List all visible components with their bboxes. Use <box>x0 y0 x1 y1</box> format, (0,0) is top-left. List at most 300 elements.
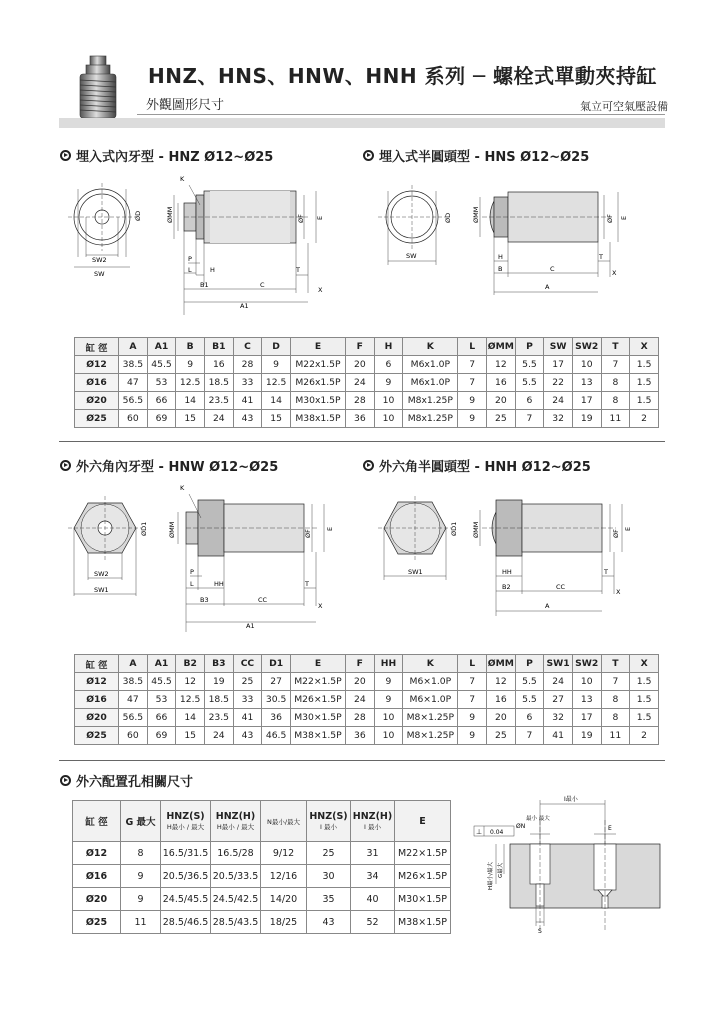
table-cell: 8 <box>601 709 630 727</box>
table-cell: M8×1.25P <box>403 709 458 727</box>
table-cell: 7 <box>515 727 544 745</box>
header-cell: E <box>290 338 345 356</box>
table-cell: 10 <box>374 410 403 428</box>
table-cell: 53 <box>147 691 176 709</box>
table-cell: 36 <box>346 410 375 428</box>
table-row <box>75 410 659 428</box>
header-cell: CC <box>233 655 262 673</box>
s-label: S <box>538 928 542 935</box>
table-cell: 9 <box>374 673 403 691</box>
table-cell: 41 <box>544 727 573 745</box>
header-cell: P <box>515 338 544 356</box>
header-cell: A <box>119 338 148 356</box>
table-cell: M26×1.5P <box>395 865 451 888</box>
l-label: L <box>188 266 192 274</box>
table-cell: 9 <box>121 888 161 911</box>
table-cell: 1.5 <box>630 691 659 709</box>
header-cell <box>307 801 351 842</box>
table-cell: 9 <box>121 865 161 888</box>
table-cell: 12 <box>487 673 516 691</box>
table-cell: 28 <box>233 356 262 374</box>
cc-label: CC <box>556 583 566 591</box>
table-cell: 7 <box>458 691 487 709</box>
k-label: K <box>180 175 185 183</box>
header-cell <box>351 801 395 842</box>
a1-label: A1 <box>246 622 255 630</box>
table-cell: M6x1.0P <box>403 356 458 374</box>
header-cell: A1 <box>147 338 176 356</box>
table-cell: 1.5 <box>630 374 659 392</box>
table-cell: 7 <box>601 673 630 691</box>
table-cell: 60 <box>119 727 148 745</box>
sw2-label: SW2 <box>92 256 107 264</box>
nminmax-label: 最小 最大 <box>526 816 550 822</box>
x-label: X <box>318 286 323 294</box>
table-cell: 14 <box>262 392 291 410</box>
bullet-icon <box>60 150 71 161</box>
table-cell: 35 <box>307 888 351 911</box>
table-cell: 9 <box>458 392 487 410</box>
table-cell: 2 <box>630 410 659 428</box>
header-cell: H <box>374 338 403 356</box>
table-cell: 20 <box>346 356 375 374</box>
hminmax-label: H最小/最大 <box>488 862 494 890</box>
omm-label: ØMM <box>168 521 176 538</box>
of-label: ØF <box>606 214 614 223</box>
table-cell: 36 <box>346 727 375 745</box>
table-cell: 16 <box>204 356 233 374</box>
x-label: X <box>318 602 323 610</box>
header-cell: SW2 <box>572 338 601 356</box>
table-cell: 60 <box>119 410 148 428</box>
table-cell: M8×1.25P <box>403 727 458 745</box>
table-header-row <box>73 801 451 842</box>
sw2-label: SW2 <box>94 570 109 578</box>
mounting-hole-table <box>72 800 451 934</box>
table-cell: 38.5 <box>119 673 148 691</box>
table-cell: 23.5 <box>204 392 233 410</box>
header-main: HNZ(H) <box>215 811 256 822</box>
table-row <box>75 691 659 709</box>
imin-label: I最小 <box>564 796 578 803</box>
table-cell: 5.5 <box>515 673 544 691</box>
table-cell: Ø20 <box>75 392 119 410</box>
table-cell: 1.5 <box>630 709 659 727</box>
table-cell: 41 <box>233 392 262 410</box>
a-label: A <box>545 283 550 291</box>
table-cell: 6 <box>374 356 403 374</box>
section-hns-title: 埋入式半圓頭型 - HNS Ø12~Ø25 <box>363 146 589 165</box>
table-cell: 66 <box>147 392 176 410</box>
tolerance-label: 0.04 <box>490 829 504 836</box>
perpendicular-icon: ⊥ <box>476 828 483 836</box>
header-rule <box>137 114 665 115</box>
table-cell: 28.5/46.5 <box>161 911 211 934</box>
table-cell: 30.5 <box>262 691 291 709</box>
header-cell: ØMM <box>487 338 516 356</box>
header-cell: L <box>458 655 487 673</box>
table-cell: 45.5 <box>147 356 176 374</box>
cc-label: CC <box>258 596 268 604</box>
t-label: T <box>604 568 608 576</box>
table-cell: 7 <box>601 356 630 374</box>
hnw-diagram <box>60 476 340 636</box>
table-cell: 9 <box>458 709 487 727</box>
hh-label: HH <box>502 568 512 576</box>
table-cell: 8 <box>121 842 161 865</box>
table-cell: M38×1.5P <box>395 911 451 934</box>
header-cell <box>395 801 451 842</box>
gmax-label: G最大 <box>498 862 504 878</box>
header-main: N最小/最大 <box>266 817 301 826</box>
table-cell: 24 <box>346 374 375 392</box>
table-cell: 16.5/28 <box>211 842 261 865</box>
of-label: ØF <box>297 214 305 223</box>
table-cell: 10 <box>374 709 403 727</box>
section-mounting-title: 外六配置孔相關尺寸 <box>60 771 193 790</box>
b3-label: B3 <box>200 596 209 604</box>
table-cell: 5.5 <box>515 691 544 709</box>
table-cell: M8x1.25P <box>403 392 458 410</box>
table-cell: 43 <box>233 727 262 745</box>
of-label: ØF <box>304 529 312 538</box>
table-cell: 34 <box>351 865 395 888</box>
header-cell: A1 <box>147 655 176 673</box>
table-cell: 12.5 <box>176 691 205 709</box>
header-main: HNZ(S) <box>309 811 348 822</box>
mounting-hole-diagram <box>460 790 665 940</box>
a1-label: A1 <box>240 302 249 310</box>
header-cell: SW1 <box>544 655 573 673</box>
table-cell: Ø16 <box>75 374 119 392</box>
header-cell <box>73 801 121 842</box>
table-cell: 8 <box>601 374 630 392</box>
of-label: ØF <box>612 529 620 538</box>
header-main: HNZ(S) <box>166 811 205 822</box>
table-cell: 5.5 <box>515 374 544 392</box>
header-cell: E <box>290 655 345 673</box>
table-cell: 24 <box>544 392 573 410</box>
table-cell: 30 <box>307 865 351 888</box>
table-cell: Ø12 <box>73 842 121 865</box>
od1-label: ØD1 <box>450 521 458 536</box>
header-main: G 最大 <box>125 817 156 828</box>
header-cell: F <box>346 338 375 356</box>
header-cell: B <box>176 338 205 356</box>
table-cell: M30×1.5P <box>395 888 451 911</box>
table-cell: M22×1.5P <box>395 842 451 865</box>
table-cell: 5.5 <box>515 356 544 374</box>
table-cell: Ø25 <box>75 410 119 428</box>
table-cell: 1.5 <box>630 673 659 691</box>
e-label: E <box>620 215 628 220</box>
table-cell: 15 <box>176 727 205 745</box>
table-cell: Ø12 <box>75 356 119 374</box>
table-cell: 6 <box>515 392 544 410</box>
table-cell: 33 <box>233 691 262 709</box>
table-cell: 43 <box>307 911 351 934</box>
table-cell: M30×1.5P <box>290 709 345 727</box>
section-divider <box>59 760 665 761</box>
header-cell <box>261 801 307 842</box>
table-cell: 1.5 <box>630 392 659 410</box>
table-cell: 12.5 <box>262 374 291 392</box>
t-label: T <box>599 253 603 261</box>
table-cell: 20 <box>346 673 375 691</box>
hnh-diagram <box>370 476 660 626</box>
table-cell: 8 <box>601 691 630 709</box>
hh-label: HH <box>214 580 224 588</box>
header-cell: X <box>630 338 659 356</box>
table-cell: 16.5/31.5 <box>161 842 211 865</box>
section-hnh-title: 外六角半圓頭型 - HNH Ø12~Ø25 <box>363 456 591 475</box>
table-cell: 15 <box>176 410 205 428</box>
table-cell: 28 <box>346 392 375 410</box>
header-cell: 缸 徑 <box>75 655 119 673</box>
table-cell: 25 <box>487 727 516 745</box>
page-title: HNZ、HNS、HNW、HNH 系列 ─ 螺栓式單動夾持缸 <box>148 64 658 88</box>
header-cell: C <box>233 338 262 356</box>
bullet-icon <box>363 150 374 161</box>
table-cell: 24.5/45.5 <box>161 888 211 911</box>
table-cell: 16 <box>487 691 516 709</box>
b-label: B <box>498 265 503 273</box>
table-cell: 18/25 <box>261 911 307 934</box>
header-cell: L <box>458 338 487 356</box>
hnw-hnh-spec-table <box>74 654 659 745</box>
header-cell: K <box>403 338 458 356</box>
header-cell: F <box>346 655 375 673</box>
table-row <box>75 392 659 410</box>
table-row <box>73 888 451 911</box>
hns-diagram <box>370 165 660 305</box>
table-cell: 18.5 <box>204 374 233 392</box>
product-image <box>70 52 126 122</box>
table-cell: Ø12 <box>75 673 119 691</box>
header-cell: SW2 <box>572 655 601 673</box>
table-cell: 19 <box>572 727 601 745</box>
bullet-icon <box>60 775 71 786</box>
table-cell: 24 <box>544 673 573 691</box>
t-label: T <box>305 580 309 588</box>
table-cell: 20.5/36.5 <box>161 865 211 888</box>
table-row <box>75 356 659 374</box>
table-cell: 10 <box>374 727 403 745</box>
e-label: E <box>624 526 632 531</box>
header-cell: T <box>601 338 630 356</box>
b1-label: B1 <box>200 281 209 289</box>
header-sub: H最小 / 最大 <box>216 823 255 831</box>
table-cell: M6×1.0P <box>403 673 458 691</box>
sw1-label: SW1 <box>408 568 423 576</box>
table-cell: 9 <box>458 727 487 745</box>
table-cell: 8 <box>601 392 630 410</box>
table-cell: 31 <box>351 842 395 865</box>
table-cell: 12.5 <box>176 374 205 392</box>
omm-label: ØMM <box>472 206 480 223</box>
p-label: P <box>190 568 194 576</box>
table-cell: 24 <box>204 410 233 428</box>
sw1-label: SW1 <box>94 586 109 594</box>
header-cell <box>211 801 261 842</box>
table-cell: 24.5/42.5 <box>211 888 261 911</box>
t-label: T <box>296 266 300 274</box>
table-cell: Ø20 <box>75 709 119 727</box>
table-cell: 23.5 <box>204 709 233 727</box>
table-cell: 17 <box>572 709 601 727</box>
table-cell: 38.5 <box>119 356 148 374</box>
table-cell: 1.5 <box>630 356 659 374</box>
table-cell: M22x1.5P <box>290 356 345 374</box>
table-cell: 18.5 <box>204 691 233 709</box>
table-cell: 2 <box>630 727 659 745</box>
table-cell: 9 <box>458 410 487 428</box>
bullet-icon <box>363 460 374 471</box>
table-cell: 11 <box>601 410 630 428</box>
table-cell: 40 <box>351 888 395 911</box>
section-divider <box>59 441 665 442</box>
table-cell: 12 <box>487 356 516 374</box>
header-main: E <box>419 815 426 827</box>
table-cell: Ø25 <box>75 727 119 745</box>
header-main: 缸 徑 <box>85 817 108 828</box>
b2-label: B2 <box>502 583 511 591</box>
header-cell: P <box>515 655 544 673</box>
header-cell: B1 <box>204 338 233 356</box>
table-cell: M6×1.0P <box>403 691 458 709</box>
table-cell: 9/12 <box>261 842 307 865</box>
a-label: A <box>545 602 550 610</box>
table-cell: 25 <box>233 673 262 691</box>
table-row <box>73 911 451 934</box>
table-cell: 20 <box>487 709 516 727</box>
x-label: X <box>612 269 617 277</box>
header-cell: K <box>403 655 458 673</box>
table-cell: 52 <box>351 911 395 934</box>
table-header-row <box>75 655 659 673</box>
header-cell: B2 <box>176 655 205 673</box>
table-row <box>75 709 659 727</box>
header-cell <box>161 801 211 842</box>
table-cell: M6x1.0P <box>403 374 458 392</box>
omm-label: ØMM <box>472 521 480 538</box>
table-cell: 9 <box>176 356 205 374</box>
bullet-icon <box>60 460 71 471</box>
header-cell: HH <box>374 655 403 673</box>
table-cell: 27 <box>262 673 291 691</box>
hnz-labels <box>60 165 340 315</box>
table-row <box>75 727 659 745</box>
table-cell: M38x1.5P <box>290 410 345 428</box>
table-cell: 32 <box>544 410 573 428</box>
table-row <box>73 842 451 865</box>
table-cell: M26×1.5P <box>290 691 345 709</box>
table-cell: 12 <box>176 673 205 691</box>
table-cell: 14 <box>176 709 205 727</box>
table-cell: 7 <box>458 374 487 392</box>
h-label: H <box>498 253 503 261</box>
table-cell: 66 <box>147 709 176 727</box>
table-cell: 6 <box>515 709 544 727</box>
table-cell: 56.5 <box>119 709 148 727</box>
table-cell: 14 <box>176 392 205 410</box>
header-cell: A <box>119 655 148 673</box>
table-cell: 53 <box>147 374 176 392</box>
table-cell: 33 <box>233 374 262 392</box>
table-cell: Ø25 <box>73 911 121 934</box>
x-label: X <box>616 588 621 596</box>
page-subtitle: 外觀圖形尺寸 <box>146 98 225 113</box>
table-cell: 69 <box>147 410 176 428</box>
header-cell: D1 <box>262 655 291 673</box>
table-cell: 10 <box>374 392 403 410</box>
table-cell: 32 <box>544 709 573 727</box>
table-cell: 9 <box>374 691 403 709</box>
l-label: L <box>190 580 194 588</box>
table-cell: 10 <box>572 356 601 374</box>
table-cell: 7 <box>458 356 487 374</box>
header-cell: SW <box>544 338 573 356</box>
header-sub: H最小 / 最大 <box>166 823 205 831</box>
table-cell: 24 <box>204 727 233 745</box>
table-row <box>75 374 659 392</box>
table-cell: 10 <box>572 673 601 691</box>
table-cell: Ø16 <box>75 691 119 709</box>
table-cell: 13 <box>572 691 601 709</box>
table-cell: 43 <box>233 410 262 428</box>
table-row <box>73 865 451 888</box>
table-header-row <box>75 338 659 356</box>
hnz-hns-spec-table <box>74 337 659 428</box>
header-cell: ØMM <box>487 655 516 673</box>
table-cell: 7 <box>458 673 487 691</box>
table-cell: Ø16 <box>73 865 121 888</box>
p-label: P <box>188 255 192 263</box>
table-cell: 25 <box>307 842 351 865</box>
table-cell: 9 <box>262 356 291 374</box>
table-cell: 25 <box>487 410 516 428</box>
table-row <box>75 673 659 691</box>
table-cell: 20.5/33.5 <box>211 865 261 888</box>
table-cell: 11 <box>601 727 630 745</box>
table-cell: M26x1.5P <box>290 374 345 392</box>
header-cell: X <box>630 655 659 673</box>
sw-label: SW <box>94 270 105 278</box>
table-cell: 11 <box>121 911 161 934</box>
table-cell: 9 <box>374 374 403 392</box>
table-cell: 20 <box>487 392 516 410</box>
table-cell: 19 <box>204 673 233 691</box>
section-hnw-title: 外六角內牙型 - HNW Ø12~Ø25 <box>60 456 278 475</box>
header-cell: D <box>262 338 291 356</box>
e-label: E <box>326 526 334 531</box>
c-label: C <box>550 265 555 273</box>
table-cell: M22×1.5P <box>290 673 345 691</box>
table-cell: 47 <box>119 691 148 709</box>
table-cell: 56.5 <box>119 392 148 410</box>
od-label: ØD <box>444 212 452 223</box>
section-hnz-title: 埋入式內牙型 - HNZ Ø12~Ø25 <box>60 146 273 165</box>
table-cell: 24 <box>346 691 375 709</box>
e-label: E <box>608 825 612 832</box>
table-cell: 19 <box>572 410 601 428</box>
table-cell: 69 <box>147 727 176 745</box>
h-label: H <box>210 266 215 274</box>
table-cell: Ø20 <box>73 888 121 911</box>
table-cell: 17 <box>572 392 601 410</box>
table-cell: M8x1.25P <box>403 410 458 428</box>
company-name: 氣立可空氣壓設備 <box>580 100 668 113</box>
